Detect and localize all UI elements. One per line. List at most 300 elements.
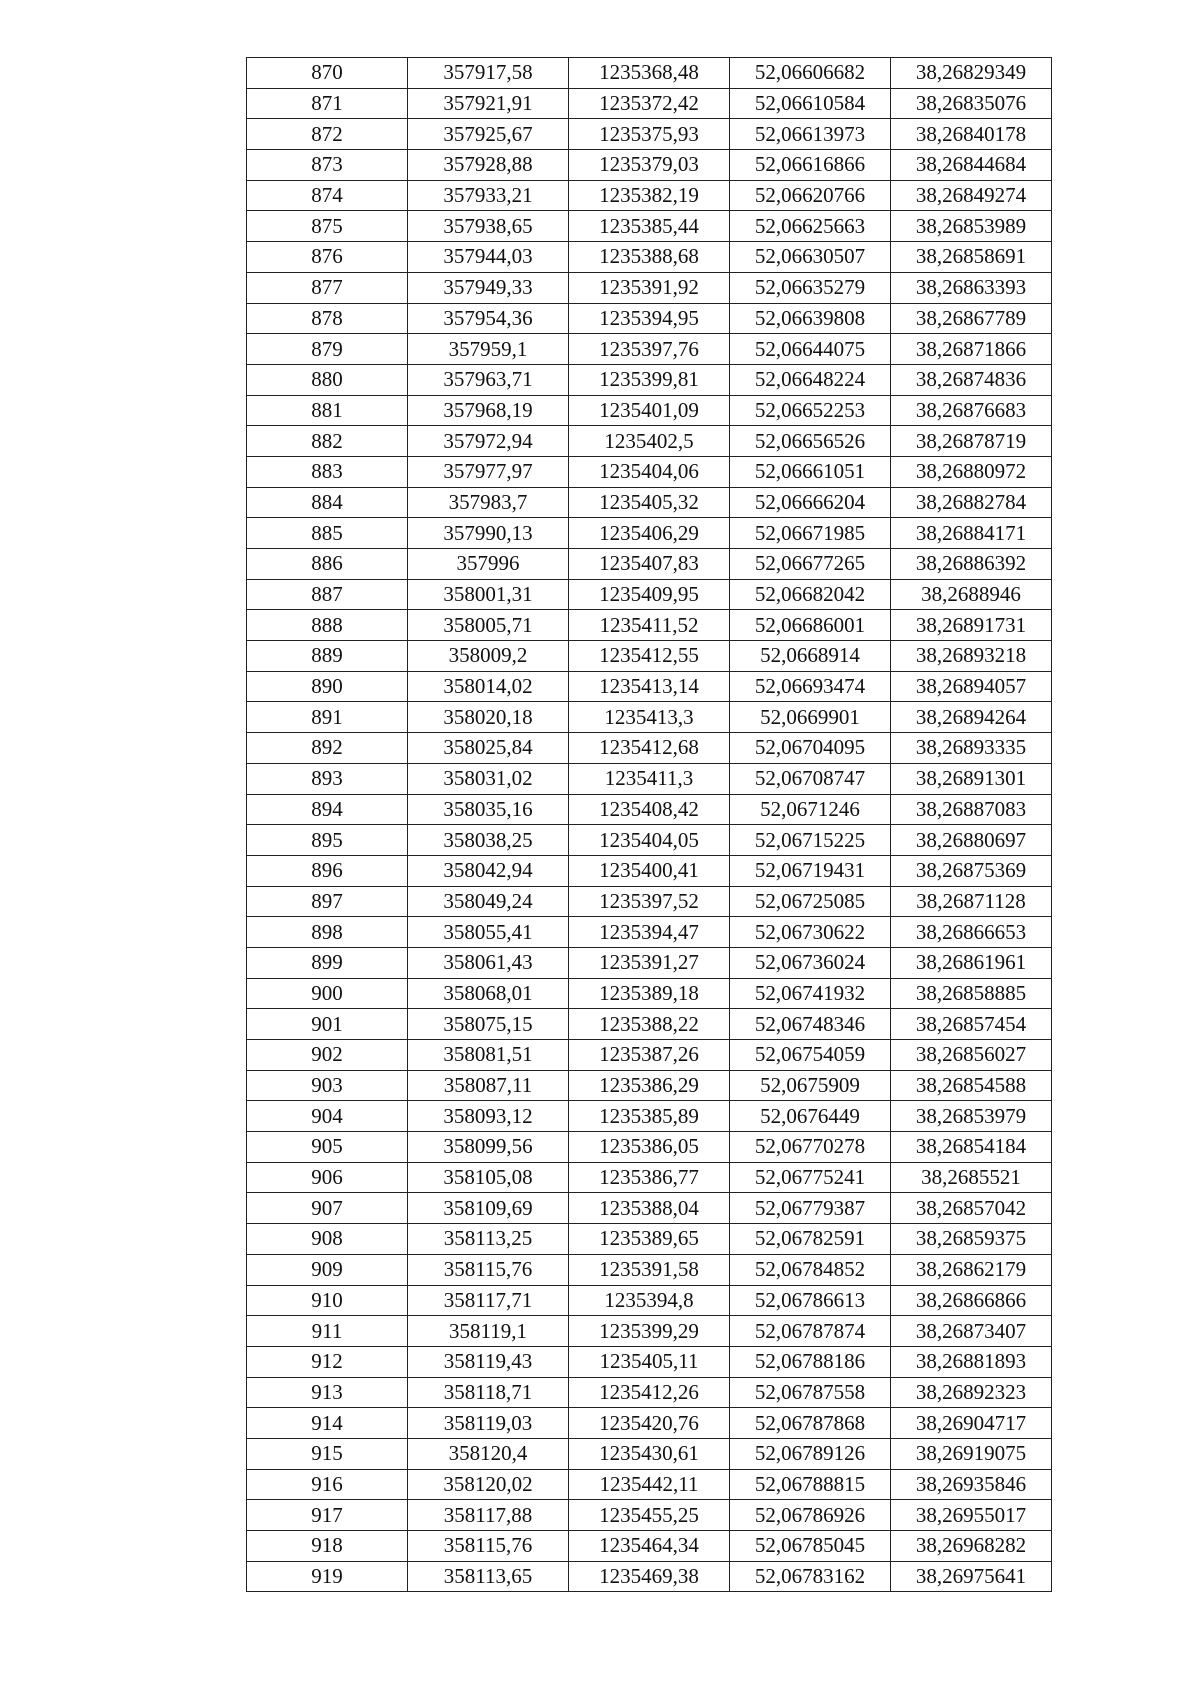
latitude-cell: 52,06644075: [730, 334, 891, 365]
table-row: [247, 549, 1052, 580]
table-row: [247, 1438, 1052, 1469]
table-row: [247, 733, 1052, 764]
y-coordinate-cell: 1235389,65: [569, 1224, 730, 1255]
longitude-cell: 38,26844684: [891, 150, 1052, 181]
table-row: [247, 1408, 1052, 1439]
table-row: [247, 364, 1052, 395]
latitude-cell: 52,0676449: [730, 1101, 891, 1132]
x-coordinate-cell: 358115,76: [408, 1531, 569, 1562]
y-coordinate-cell: 1235430,61: [569, 1438, 730, 1469]
point-number-cell: 905: [247, 1132, 408, 1163]
y-coordinate-cell: 1235388,04: [569, 1193, 730, 1224]
latitude-cell: 52,06686001: [730, 610, 891, 641]
point-number-cell: 890: [247, 671, 408, 702]
latitude-cell: 52,06677265: [730, 549, 891, 580]
y-coordinate-cell: 1235404,05: [569, 825, 730, 856]
latitude-cell: 52,06656526: [730, 426, 891, 457]
x-coordinate-cell: 358005,71: [408, 610, 569, 641]
longitude-cell: 38,26862179: [891, 1254, 1052, 1285]
table-row: [247, 1316, 1052, 1347]
point-number-cell: 915: [247, 1438, 408, 1469]
point-number-cell: 913: [247, 1377, 408, 1408]
table-row: [247, 456, 1052, 487]
table-row: [247, 947, 1052, 978]
table-row: [247, 395, 1052, 426]
point-number-cell: 901: [247, 1009, 408, 1040]
table-row: [247, 303, 1052, 334]
point-number-cell: 908: [247, 1224, 408, 1255]
latitude-cell: 52,06789126: [730, 1438, 891, 1469]
latitude-cell: 52,06635279: [730, 272, 891, 303]
table-row: [247, 825, 1052, 856]
table-row: [247, 1162, 1052, 1193]
x-coordinate-cell: 357983,7: [408, 487, 569, 518]
longitude-cell: 38,26866866: [891, 1285, 1052, 1316]
latitude-cell: 52,06620766: [730, 180, 891, 211]
table-row: [247, 1193, 1052, 1224]
point-number-cell: 870: [247, 58, 408, 89]
coordinates-table: [246, 57, 1052, 1592]
latitude-cell: 52,06782591: [730, 1224, 891, 1255]
x-coordinate-cell: 358042,94: [408, 855, 569, 886]
latitude-cell: 52,06704095: [730, 733, 891, 764]
point-number-cell: 885: [247, 518, 408, 549]
point-number-cell: 874: [247, 180, 408, 211]
longitude-cell: 38,2688946: [891, 579, 1052, 610]
latitude-cell: 52,06787558: [730, 1377, 891, 1408]
latitude-cell: 52,06652253: [730, 395, 891, 426]
table-row: [247, 272, 1052, 303]
y-coordinate-cell: 1235405,11: [569, 1346, 730, 1377]
point-number-cell: 892: [247, 733, 408, 764]
x-coordinate-cell: 357933,21: [408, 180, 569, 211]
table-row: [247, 1531, 1052, 1562]
latitude-cell: 52,06788815: [730, 1469, 891, 1500]
x-coordinate-cell: 358105,08: [408, 1162, 569, 1193]
x-coordinate-cell: 357928,88: [408, 150, 569, 181]
longitude-cell: 38,26873407: [891, 1316, 1052, 1347]
point-number-cell: 883: [247, 456, 408, 487]
point-number-cell: 886: [247, 549, 408, 580]
y-coordinate-cell: 1235402,5: [569, 426, 730, 457]
longitude-cell: 38,26863393: [891, 272, 1052, 303]
x-coordinate-cell: 358113,65: [408, 1561, 569, 1592]
longitude-cell: 38,26878719: [891, 426, 1052, 457]
latitude-cell: 52,0668914: [730, 641, 891, 672]
latitude-cell: 52,06748346: [730, 1009, 891, 1040]
latitude-cell: 52,06784852: [730, 1254, 891, 1285]
latitude-cell: 52,06725085: [730, 886, 891, 917]
point-number-cell: 897: [247, 886, 408, 917]
x-coordinate-cell: 358035,16: [408, 794, 569, 825]
x-coordinate-cell: 357990,13: [408, 518, 569, 549]
latitude-cell: 52,06736024: [730, 947, 891, 978]
point-number-cell: 878: [247, 303, 408, 334]
point-number-cell: 882: [247, 426, 408, 457]
latitude-cell: 52,06661051: [730, 456, 891, 487]
longitude-cell: 38,26884171: [891, 518, 1052, 549]
latitude-cell: 52,06779387: [730, 1193, 891, 1224]
y-coordinate-cell: 1235394,47: [569, 917, 730, 948]
y-coordinate-cell: 1235391,58: [569, 1254, 730, 1285]
table-row: [247, 1254, 1052, 1285]
longitude-cell: 38,26871128: [891, 886, 1052, 917]
x-coordinate-cell: 357954,36: [408, 303, 569, 334]
point-number-cell: 873: [247, 150, 408, 181]
x-coordinate-cell: 357938,65: [408, 211, 569, 242]
longitude-cell: 38,26887083: [891, 794, 1052, 825]
x-coordinate-cell: 358049,24: [408, 886, 569, 917]
point-number-cell: 894: [247, 794, 408, 825]
y-coordinate-cell: 1235397,52: [569, 886, 730, 917]
table-row: [247, 763, 1052, 794]
y-coordinate-cell: 1235407,83: [569, 549, 730, 580]
table-row: [247, 1009, 1052, 1040]
point-number-cell: 884: [247, 487, 408, 518]
x-coordinate-cell: 358075,15: [408, 1009, 569, 1040]
point-number-cell: 902: [247, 1040, 408, 1071]
x-coordinate-cell: 358001,31: [408, 579, 569, 610]
y-coordinate-cell: 1235368,48: [569, 58, 730, 89]
point-number-cell: 909: [247, 1254, 408, 1285]
y-coordinate-cell: 1235411,3: [569, 763, 730, 794]
table-row: [247, 518, 1052, 549]
longitude-cell: 38,26894057: [891, 671, 1052, 702]
y-coordinate-cell: 1235469,38: [569, 1561, 730, 1592]
longitude-cell: 38,26857042: [891, 1193, 1052, 1224]
longitude-cell: 38,26935846: [891, 1469, 1052, 1500]
point-number-cell: 889: [247, 641, 408, 672]
latitude-cell: 52,06785045: [730, 1531, 891, 1562]
table-row: [247, 1101, 1052, 1132]
point-number-cell: 872: [247, 119, 408, 150]
point-number-cell: 895: [247, 825, 408, 856]
x-coordinate-cell: 358119,03: [408, 1408, 569, 1439]
x-coordinate-cell: 357949,33: [408, 272, 569, 303]
latitude-cell: 52,06741932: [730, 978, 891, 1009]
y-coordinate-cell: 1235412,55: [569, 641, 730, 672]
x-coordinate-cell: 358014,02: [408, 671, 569, 702]
longitude-cell: 38,26858885: [891, 978, 1052, 1009]
point-number-cell: 918: [247, 1531, 408, 1562]
x-coordinate-cell: 358009,2: [408, 641, 569, 672]
table-row: [247, 794, 1052, 825]
point-number-cell: 893: [247, 763, 408, 794]
y-coordinate-cell: 1235405,32: [569, 487, 730, 518]
latitude-cell: 52,06783162: [730, 1561, 891, 1592]
y-coordinate-cell: 1235412,26: [569, 1377, 730, 1408]
x-coordinate-cell: 358081,51: [408, 1040, 569, 1071]
longitude-cell: 38,26893335: [891, 733, 1052, 764]
point-number-cell: 898: [247, 917, 408, 948]
longitude-cell: 38,26882784: [891, 487, 1052, 518]
y-coordinate-cell: 1235388,22: [569, 1009, 730, 1040]
latitude-cell: 52,06770278: [730, 1132, 891, 1163]
longitude-cell: 38,26835076: [891, 88, 1052, 119]
x-coordinate-cell: 358117,71: [408, 1285, 569, 1316]
table-row: [247, 150, 1052, 181]
point-number-cell: 910: [247, 1285, 408, 1316]
x-coordinate-cell: 357959,1: [408, 334, 569, 365]
table-row: [247, 119, 1052, 150]
x-coordinate-cell: 358120,4: [408, 1438, 569, 1469]
point-number-cell: 904: [247, 1101, 408, 1132]
point-number-cell: 919: [247, 1561, 408, 1592]
x-coordinate-cell: 357921,91: [408, 88, 569, 119]
point-number-cell: 888: [247, 610, 408, 641]
longitude-cell: 38,26858691: [891, 242, 1052, 273]
longitude-cell: 38,26892323: [891, 1377, 1052, 1408]
point-number-cell: 896: [247, 855, 408, 886]
x-coordinate-cell: 358061,43: [408, 947, 569, 978]
table-row: [247, 610, 1052, 641]
point-number-cell: 871: [247, 88, 408, 119]
table-row: [247, 1346, 1052, 1377]
y-coordinate-cell: 1235464,34: [569, 1531, 730, 1562]
y-coordinate-cell: 1235401,09: [569, 395, 730, 426]
latitude-cell: 52,06786613: [730, 1285, 891, 1316]
point-number-cell: 911: [247, 1316, 408, 1347]
table-row: [247, 1500, 1052, 1531]
longitude-cell: 38,26853989: [891, 211, 1052, 242]
latitude-cell: 52,06754059: [730, 1040, 891, 1071]
point-number-cell: 881: [247, 395, 408, 426]
x-coordinate-cell: 357925,67: [408, 119, 569, 150]
latitude-cell: 52,0669901: [730, 702, 891, 733]
longitude-cell: 38,26861961: [891, 947, 1052, 978]
x-coordinate-cell: 357963,71: [408, 364, 569, 395]
x-coordinate-cell: 358068,01: [408, 978, 569, 1009]
point-number-cell: 916: [247, 1469, 408, 1500]
latitude-cell: 52,06639808: [730, 303, 891, 334]
table-row: [247, 242, 1052, 273]
latitude-cell: 52,06719431: [730, 855, 891, 886]
table-row: [247, 1070, 1052, 1101]
latitude-cell: 52,06715225: [730, 825, 891, 856]
latitude-cell: 52,06606682: [730, 58, 891, 89]
y-coordinate-cell: 1235413,3: [569, 702, 730, 733]
y-coordinate-cell: 1235388,68: [569, 242, 730, 273]
point-number-cell: 876: [247, 242, 408, 273]
table-row: [247, 579, 1052, 610]
point-number-cell: 879: [247, 334, 408, 365]
table-row: [247, 211, 1052, 242]
table-row: [247, 978, 1052, 1009]
latitude-cell: 52,06775241: [730, 1162, 891, 1193]
y-coordinate-cell: 1235382,19: [569, 180, 730, 211]
y-coordinate-cell: 1235391,27: [569, 947, 730, 978]
point-number-cell: 903: [247, 1070, 408, 1101]
x-coordinate-cell: 358020,18: [408, 702, 569, 733]
latitude-cell: 52,06787868: [730, 1408, 891, 1439]
table-row: [247, 1224, 1052, 1255]
x-coordinate-cell: 358055,41: [408, 917, 569, 948]
table-row: [247, 334, 1052, 365]
point-number-cell: 914: [247, 1408, 408, 1439]
longitude-cell: 38,26904717: [891, 1408, 1052, 1439]
table-row: [247, 58, 1052, 89]
table-row: [247, 1469, 1052, 1500]
x-coordinate-cell: 358120,02: [408, 1469, 569, 1500]
x-coordinate-cell: 357944,03: [408, 242, 569, 273]
y-coordinate-cell: 1235389,18: [569, 978, 730, 1009]
latitude-cell: 52,06787874: [730, 1316, 891, 1347]
longitude-cell: 38,26854588: [891, 1070, 1052, 1101]
table-row: [247, 855, 1052, 886]
point-number-cell: 899: [247, 947, 408, 978]
point-number-cell: 887: [247, 579, 408, 610]
y-coordinate-cell: 1235372,42: [569, 88, 730, 119]
y-coordinate-cell: 1235386,05: [569, 1132, 730, 1163]
y-coordinate-cell: 1235386,29: [569, 1070, 730, 1101]
y-coordinate-cell: 1235412,68: [569, 733, 730, 764]
longitude-cell: 38,26880697: [891, 825, 1052, 856]
longitude-cell: 38,26894264: [891, 702, 1052, 733]
latitude-cell: 52,0675909: [730, 1070, 891, 1101]
y-coordinate-cell: 1235404,06: [569, 456, 730, 487]
x-coordinate-cell: 357996: [408, 549, 569, 580]
y-coordinate-cell: 1235442,11: [569, 1469, 730, 1500]
x-coordinate-cell: 358117,88: [408, 1500, 569, 1531]
longitude-cell: 38,2685521: [891, 1162, 1052, 1193]
y-coordinate-cell: 1235411,52: [569, 610, 730, 641]
x-coordinate-cell: 357977,97: [408, 456, 569, 487]
point-number-cell: 880: [247, 364, 408, 395]
latitude-cell: 52,06682042: [730, 579, 891, 610]
point-number-cell: 917: [247, 1500, 408, 1531]
longitude-cell: 38,26853979: [891, 1101, 1052, 1132]
y-coordinate-cell: 1235399,29: [569, 1316, 730, 1347]
y-coordinate-cell: 1235385,89: [569, 1101, 730, 1132]
latitude-cell: 52,06610584: [730, 88, 891, 119]
point-number-cell: 877: [247, 272, 408, 303]
longitude-cell: 38,26893218: [891, 641, 1052, 672]
y-coordinate-cell: 1235386,77: [569, 1162, 730, 1193]
latitude-cell: 52,06666204: [730, 487, 891, 518]
table-row: [247, 180, 1052, 211]
table-row: [247, 671, 1052, 702]
latitude-cell: 52,06730622: [730, 917, 891, 948]
point-number-cell: 900: [247, 978, 408, 1009]
y-coordinate-cell: 1235406,29: [569, 518, 730, 549]
x-coordinate-cell: 357972,94: [408, 426, 569, 457]
longitude-cell: 38,26857454: [891, 1009, 1052, 1040]
longitude-cell: 38,26866653: [891, 917, 1052, 948]
latitude-cell: 52,06613973: [730, 119, 891, 150]
x-coordinate-cell: 358099,56: [408, 1132, 569, 1163]
x-coordinate-cell: 357968,19: [408, 395, 569, 426]
table-row: [247, 88, 1052, 119]
longitude-cell: 38,26854184: [891, 1132, 1052, 1163]
longitude-cell: 38,26891301: [891, 763, 1052, 794]
longitude-cell: 38,26975641: [891, 1561, 1052, 1592]
table-row: [247, 1285, 1052, 1316]
latitude-cell: 52,06630507: [730, 242, 891, 273]
table-row: [247, 487, 1052, 518]
x-coordinate-cell: 358025,84: [408, 733, 569, 764]
table-row: [247, 1132, 1052, 1163]
table-row: [247, 886, 1052, 917]
longitude-cell: 38,26876683: [891, 395, 1052, 426]
x-coordinate-cell: 358118,71: [408, 1377, 569, 1408]
latitude-cell: 52,06693474: [730, 671, 891, 702]
point-number-cell: 912: [247, 1346, 408, 1377]
x-coordinate-cell: 358119,43: [408, 1346, 569, 1377]
y-coordinate-cell: 1235394,8: [569, 1285, 730, 1316]
x-coordinate-cell: 358119,1: [408, 1316, 569, 1347]
latitude-cell: 52,06648224: [730, 364, 891, 395]
y-coordinate-cell: 1235399,81: [569, 364, 730, 395]
y-coordinate-cell: 1235400,41: [569, 855, 730, 886]
latitude-cell: 52,06786926: [730, 1500, 891, 1531]
longitude-cell: 38,26849274: [891, 180, 1052, 211]
y-coordinate-cell: 1235408,42: [569, 794, 730, 825]
point-number-cell: 891: [247, 702, 408, 733]
table-row: [247, 1561, 1052, 1592]
point-number-cell: 875: [247, 211, 408, 242]
table-row: [247, 917, 1052, 948]
longitude-cell: 38,26867789: [891, 303, 1052, 334]
longitude-cell: 38,26859375: [891, 1224, 1052, 1255]
latitude-cell: 52,06616866: [730, 150, 891, 181]
x-coordinate-cell: 358115,76: [408, 1254, 569, 1285]
latitude-cell: 52,06625663: [730, 211, 891, 242]
x-coordinate-cell: 358031,02: [408, 763, 569, 794]
y-coordinate-cell: 1235387,26: [569, 1040, 730, 1071]
longitude-cell: 38,26955017: [891, 1500, 1052, 1531]
y-coordinate-cell: 1235394,95: [569, 303, 730, 334]
longitude-cell: 38,26875369: [891, 855, 1052, 886]
longitude-cell: 38,26886392: [891, 549, 1052, 580]
y-coordinate-cell: 1235397,76: [569, 334, 730, 365]
longitude-cell: 38,26891731: [891, 610, 1052, 641]
x-coordinate-cell: 358109,69: [408, 1193, 569, 1224]
point-number-cell: 906: [247, 1162, 408, 1193]
table-row: [247, 702, 1052, 733]
table-row: [247, 641, 1052, 672]
x-coordinate-cell: 358113,25: [408, 1224, 569, 1255]
x-coordinate-cell: 358093,12: [408, 1101, 569, 1132]
x-coordinate-cell: 358087,11: [408, 1070, 569, 1101]
latitude-cell: 52,06708747: [730, 763, 891, 794]
longitude-cell: 38,26874836: [891, 364, 1052, 395]
longitude-cell: 38,26871866: [891, 334, 1052, 365]
point-number-cell: 907: [247, 1193, 408, 1224]
latitude-cell: 52,06671985: [730, 518, 891, 549]
y-coordinate-cell: 1235391,92: [569, 272, 730, 303]
longitude-cell: 38,26840178: [891, 119, 1052, 150]
coordinates-table-body: [247, 58, 1052, 1592]
longitude-cell: 38,26968282: [891, 1531, 1052, 1562]
y-coordinate-cell: 1235420,76: [569, 1408, 730, 1439]
table-row: [247, 1040, 1052, 1071]
longitude-cell: 38,26881893: [891, 1346, 1052, 1377]
longitude-cell: 38,26919075: [891, 1438, 1052, 1469]
y-coordinate-cell: 1235385,44: [569, 211, 730, 242]
x-coordinate-cell: 357917,58: [408, 58, 569, 89]
longitude-cell: 38,26856027: [891, 1040, 1052, 1071]
table-row: [247, 1377, 1052, 1408]
y-coordinate-cell: 1235455,25: [569, 1500, 730, 1531]
y-coordinate-cell: 1235375,93: [569, 119, 730, 150]
x-coordinate-cell: 358038,25: [408, 825, 569, 856]
latitude-cell: 52,06788186: [730, 1346, 891, 1377]
latitude-cell: 52,0671246: [730, 794, 891, 825]
longitude-cell: 38,26880972: [891, 456, 1052, 487]
y-coordinate-cell: 1235409,95: [569, 579, 730, 610]
y-coordinate-cell: 1235413,14: [569, 671, 730, 702]
y-coordinate-cell: 1235379,03: [569, 150, 730, 181]
